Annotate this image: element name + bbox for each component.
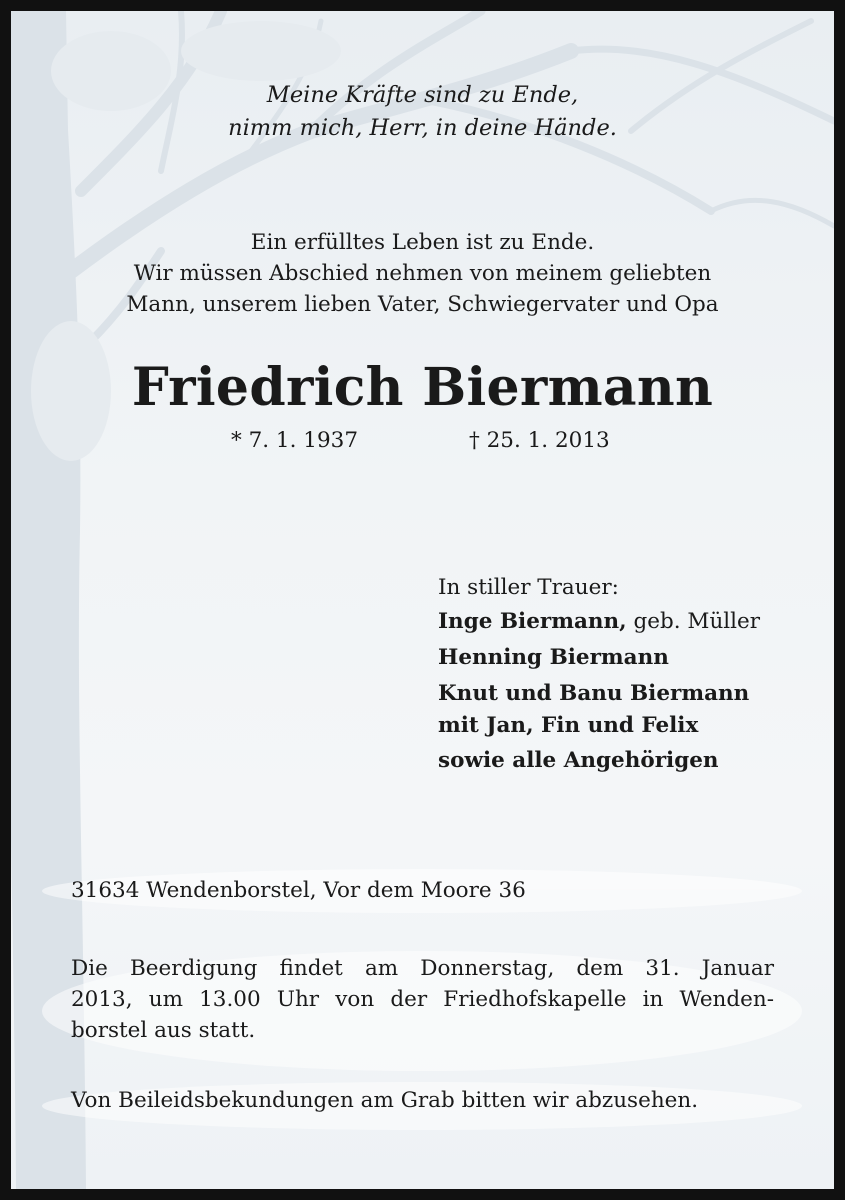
mourner-wife <box>438 605 760 639</box>
birth-date: * 7. 1. 1937 <box>231 428 358 453</box>
condolence-note: Von Beileidsbekundungen am Grab bitten wir abzusehen. <box>71 1088 699 1113</box>
funeral-line-2: 2013, um 13.00 Uhr von der Friedhofskapelle in Wenden- <box>71 987 774 1012</box>
funeral-line-3: borstel aus statt. <box>71 1018 256 1043</box>
mourner-son-2: Knut und Banu Biermann <box>438 681 750 706</box>
mourner-others: sowie alle Angehörigen <box>438 748 719 773</box>
mourner-grandchildren: mit Jan, Fin und Felix <box>438 713 699 738</box>
funeral-line-1: Die Beerdigung findet am Donnerstag, dem 31. Januar <box>71 956 774 981</box>
deceased-name: Friedrich Biermann <box>131 357 714 418</box>
mourner-wife-maiden-name: geb. Müller <box>633 609 761 634</box>
intro-line-1: Ein erfülltes Leben ist zu Ende. <box>250 230 595 255</box>
intro-line-2: Wir müssen Abschied nehmen von meinem geliebten <box>133 261 712 286</box>
motto-line-1: Meine Kräfte sind zu Ende, <box>266 82 579 108</box>
funeral-announcement <box>71 953 774 1046</box>
mourner-son-1: Henning Biermann <box>438 645 669 670</box>
mourner-wife-name: Inge Biermann, <box>438 609 627 634</box>
motto-line-2: nimm mich, Herr, in deine Hände. <box>228 115 617 141</box>
mourners-heading: In stiller Trauer: <box>438 575 619 600</box>
death-date: † 25. 1. 2013 <box>469 428 610 453</box>
intro-line-3: Mann, unserem lieben Vater, Schwiegervater und Opa <box>126 292 719 317</box>
mourner-address: 31634 Wendenborstel, Vor dem Moore 36 <box>71 878 526 903</box>
